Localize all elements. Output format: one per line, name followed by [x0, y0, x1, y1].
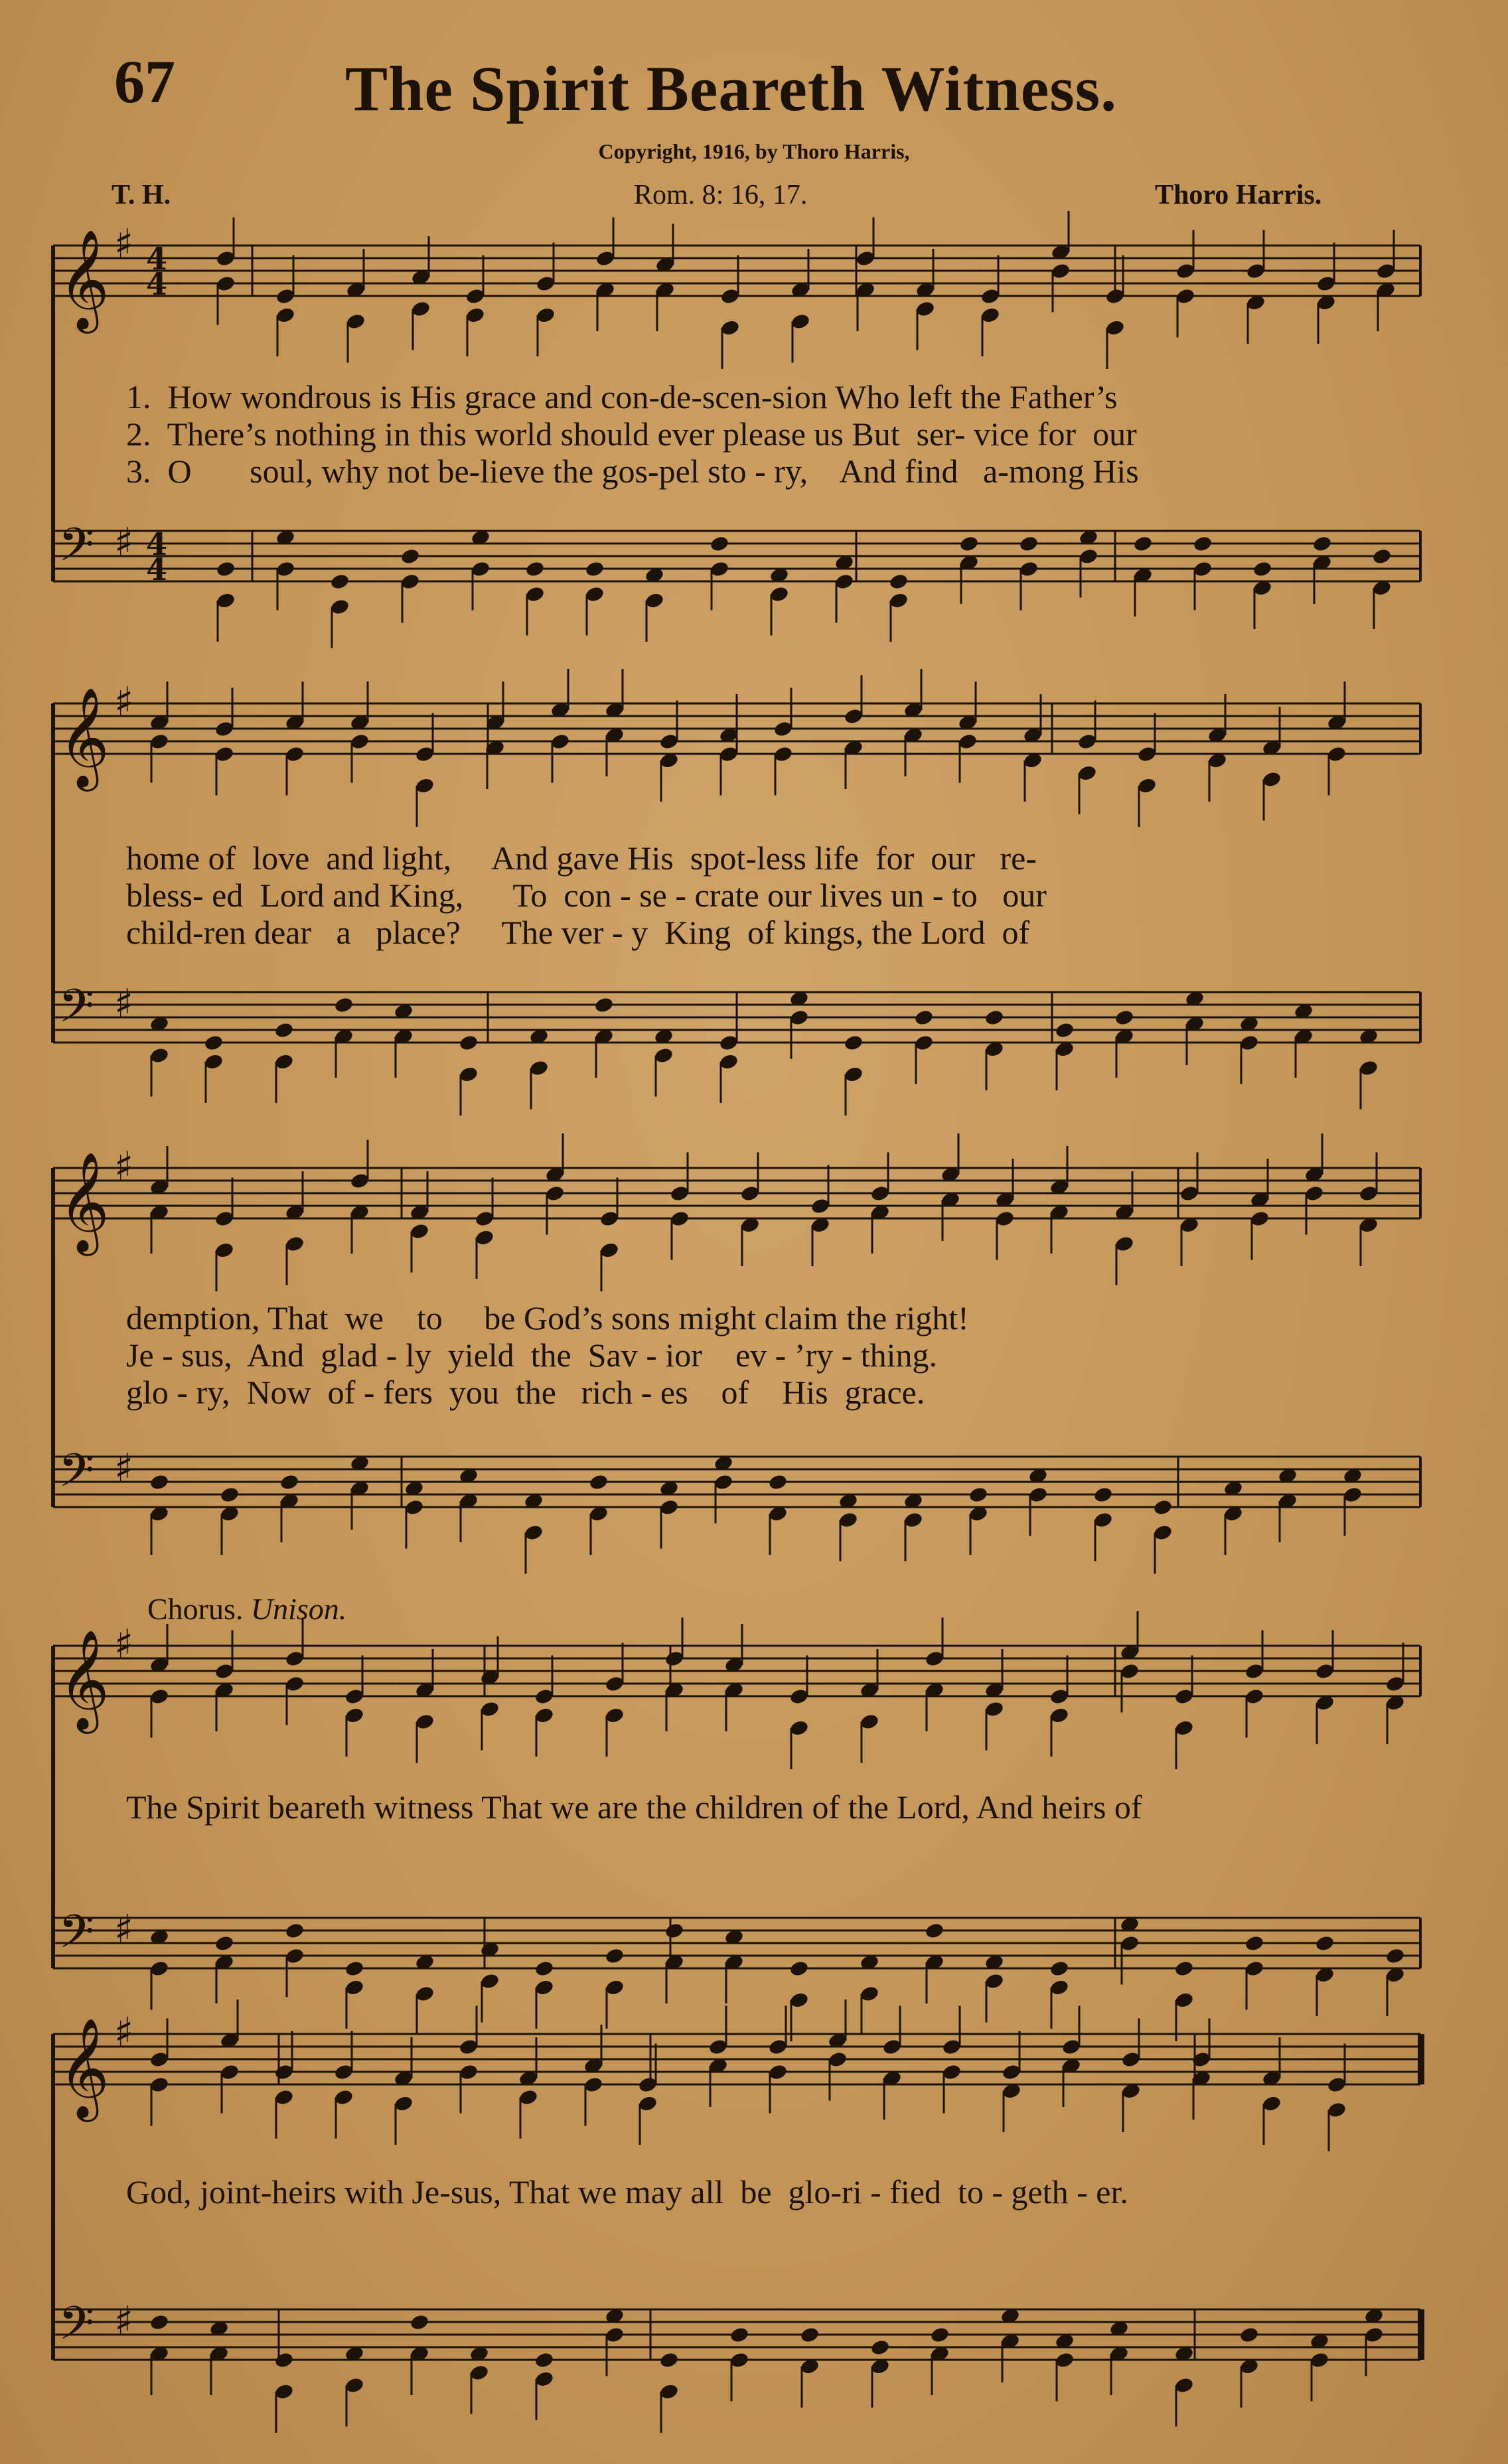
bass-clef-icon: 𝄢 — [58, 1905, 95, 1970]
note-head — [330, 573, 350, 591]
note-head — [729, 2326, 750, 2344]
note-head — [589, 1473, 609, 1491]
treble-clef-icon: 𝄞 — [58, 1151, 110, 1252]
chorus-heading — [147, 1591, 346, 1627]
note-head — [1153, 1498, 1173, 1516]
note-head — [768, 1473, 789, 1491]
bass-clef-icon: 𝄢 — [58, 979, 95, 1044]
sharp-icon: ♯ — [114, 1907, 134, 1953]
sharp-icon: ♯ — [114, 1621, 134, 1668]
note-head — [930, 2326, 950, 2344]
note-head — [984, 1009, 1005, 1027]
lyric-line: bless- ed Lord and King, To con - se - crate our lives un - to our — [126, 877, 1047, 914]
sharp-icon: ♯ — [114, 2009, 134, 2056]
sharp-icon: ♯ — [114, 2298, 134, 2345]
scripture-reference: Rom. 8: 16, 17. — [634, 180, 808, 210]
treble-clef-icon: 𝄞 — [58, 1629, 110, 1729]
treble-clef-icon: 𝄞 — [58, 228, 110, 329]
chorus-lyric-line: The Spirit beareth witness That we are the children of the Lord, And heirs of — [126, 1788, 1142, 1826]
note-head — [216, 560, 236, 578]
lyric-line: demption, That we to be God’s sons might claim the right! — [126, 1299, 969, 1337]
note-head — [1385, 1947, 1406, 1965]
note-head — [710, 535, 730, 553]
note-head — [1049, 1960, 1070, 1978]
note-head — [344, 1960, 365, 1978]
note-head — [1312, 535, 1333, 553]
lyric-line: home of love and light, And gave His spot-less life for our re- — [126, 839, 1037, 877]
note-head — [1133, 535, 1154, 553]
note-head — [525, 560, 546, 578]
note-head — [149, 1473, 170, 1491]
lyric-line: Je - sus, And glad - ly yield the Sav - ior ev - ’ry - thing. — [126, 1337, 938, 1374]
note-head — [1239, 2326, 1260, 2344]
note-head — [1114, 1009, 1135, 1027]
note-head — [789, 1960, 810, 1978]
note-head — [274, 1021, 295, 1039]
hymn-title: The Spirit Beareth Witness. — [345, 53, 1118, 124]
note-head — [659, 2351, 680, 2369]
final-barline — [1418, 2034, 1424, 2084]
chorus-direction: Unison. — [250, 1592, 347, 1626]
note-head — [274, 2351, 295, 2369]
note-head — [844, 1034, 864, 1052]
time-signature: 4 — [146, 266, 168, 302]
bass-clef-icon: 𝄢 — [58, 2296, 95, 2361]
lyric-line: 1. How wondrous is His grace and con-de-scen-sion Who left the Father’s — [126, 378, 1118, 415]
treble-clef-icon: 𝄞 — [58, 2017, 110, 2118]
note-head — [279, 1473, 300, 1491]
note-head — [285, 1922, 305, 1940]
sharp-icon: ♯ — [114, 221, 134, 267]
chorus-lyric-line: God, joint-heirs with Je-sus, That we may all be glo-ri - fied to - geth - er. — [126, 2173, 1128, 2210]
note-head — [800, 2326, 820, 2344]
note-head — [400, 547, 421, 565]
bass-clef-icon: 𝄢 — [58, 1443, 95, 1508]
note-head — [1372, 547, 1393, 565]
note-head — [959, 535, 980, 553]
sharp-icon: ♯ — [114, 981, 134, 1027]
note-head — [664, 1922, 685, 1940]
note-head — [334, 996, 354, 1014]
note-head — [1019, 535, 1039, 553]
sharp-icon: ♯ — [114, 679, 134, 725]
note-head — [605, 1947, 625, 1965]
note-head — [1174, 1960, 1195, 1978]
note-head — [585, 560, 605, 578]
sharp-icon: ♯ — [114, 1445, 134, 1492]
lyric-line: glo - ry, Now of - fers you the rich - es of His grace. — [126, 1374, 925, 1411]
hymn-number: 67 — [114, 48, 175, 115]
note-head — [1193, 535, 1213, 553]
note-head — [214, 1934, 235, 1952]
composer-credit: Thoro Harris. — [1155, 180, 1322, 210]
tune-initials: T. H. — [112, 180, 171, 210]
note-head — [1093, 1486, 1114, 1504]
note-head — [1315, 1934, 1335, 1952]
note-head — [925, 1922, 945, 1940]
sharp-icon: ♯ — [114, 1143, 134, 1190]
chorus-label: Chorus. — [147, 1592, 244, 1626]
note-head — [889, 573, 909, 591]
note-head — [534, 1960, 555, 1978]
treble-clef-icon: 𝄞 — [58, 686, 110, 787]
lyric-line: 3. O soul, why not be-lieve the gos-pel sto - ry, And find a-mong His — [126, 453, 1139, 490]
final-barline — [1418, 2309, 1424, 2360]
note-head — [534, 2351, 555, 2369]
note-head — [410, 2313, 430, 2331]
note-head — [594, 996, 615, 1014]
sharp-icon: ♯ — [114, 520, 134, 566]
note-head — [968, 1486, 989, 1504]
note-head — [204, 1034, 224, 1052]
note-head — [870, 2339, 891, 2356]
note-head — [459, 1034, 479, 1052]
time-signature: 4 — [146, 551, 168, 587]
note-head — [1244, 1934, 1265, 1952]
note-head — [914, 1009, 935, 1027]
time-signature: 4 — [146, 526, 168, 562]
note-head — [220, 1486, 240, 1504]
note-head — [1252, 560, 1273, 578]
note-head — [1055, 1021, 1075, 1039]
lyric-line: 2. There’s nothing in this world should ever please us But ser- vice for our — [126, 415, 1137, 453]
bass-clef-icon: 𝄢 — [58, 518, 95, 583]
lyric-line: child-ren dear a place? The ver - y King of kings, the Lord of — [126, 914, 1030, 951]
note-head — [149, 2313, 170, 2331]
time-signature: 4 — [146, 241, 168, 277]
copyright-line: Copyright, 1916, by Thoro Harris, — [598, 139, 910, 163]
